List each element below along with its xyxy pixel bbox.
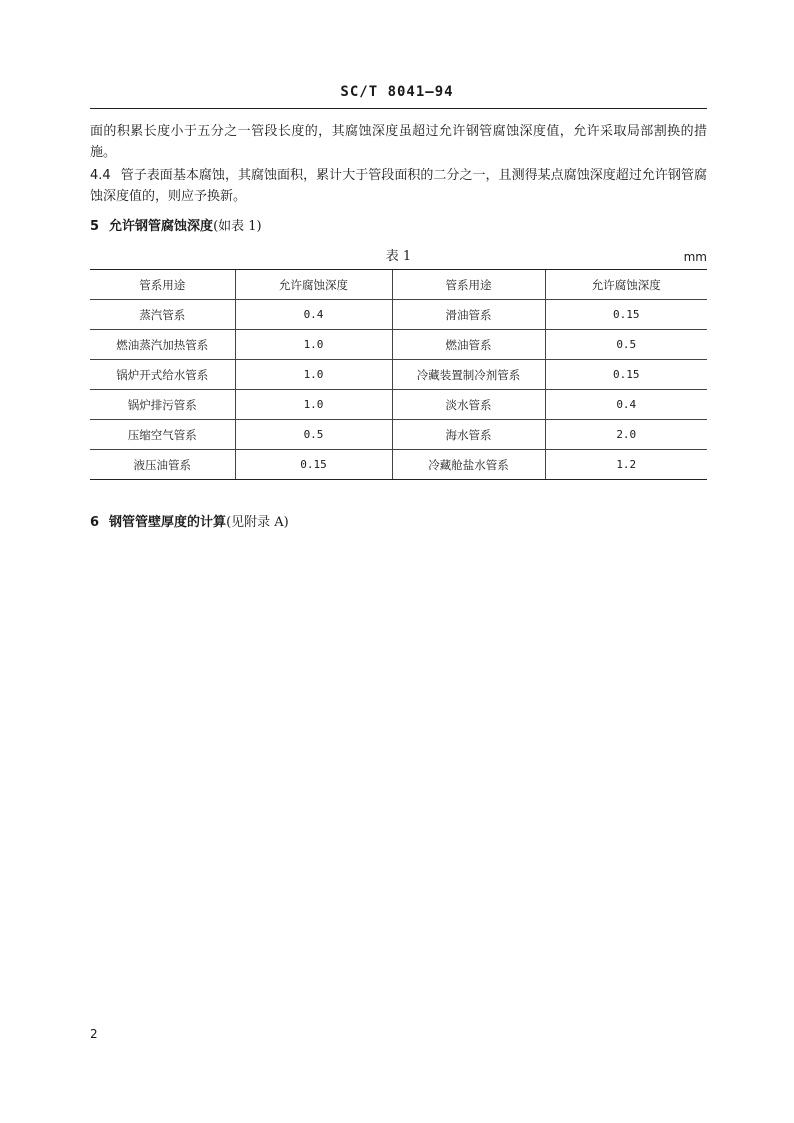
paragraph-4-4 [90,165,707,207]
section-5-heading [90,216,262,237]
table-cell: 0.5 [235,420,392,450]
table-row [90,360,707,390]
table-row [90,390,707,420]
table-cell: 锅炉排污管系 [90,390,235,420]
section-number: 6 [90,515,100,530]
table-cell: 1.2 [545,450,707,480]
table-cell: 0.5 [545,330,707,360]
section-title: 允许钢管腐蚀深度 [109,219,214,234]
table-cell: 0.4 [235,300,392,330]
paragraph-text: 面的积累长度小于五分之一管段长度的，其腐蚀深度虽超过允许钢管腐蚀深度值，允许采取局部割换的措施。 [90,124,707,160]
section-title: 钢管管壁厚度的计算 [109,515,227,530]
table-header-row [90,270,707,300]
table-cell: 压缩空气管系 [90,420,235,450]
document-code-header: SC/T 8041—94 [340,84,454,100]
table-cell: 滑油管系 [392,300,545,330]
table-cell: 0.15 [235,450,392,480]
table-cell: 0.4 [545,390,707,420]
section-note: (如表 1) [213,219,262,234]
table-cell: 0.15 [545,300,707,330]
page-number: 2 [90,1027,98,1041]
table-cell: 锅炉开式给水管系 [90,360,235,390]
table-cell: 1.0 [235,390,392,420]
header-rule [90,108,707,109]
table-row [90,420,707,450]
table-cell: 淡水管系 [392,390,545,420]
table-row [90,300,707,330]
table-cell: 燃油管系 [392,330,545,360]
table-cell: 冷藏装置制冷剂管系 [392,360,545,390]
column-header: 允许腐蚀深度 [235,270,392,300]
column-header: 管系用途 [392,270,545,300]
table-cell: 1.0 [235,330,392,360]
table-row [90,450,707,480]
clause-number: 4.4 [90,168,111,183]
table-unit: mm [683,250,707,264]
column-header: 管系用途 [90,270,235,300]
paragraph-text: 管子表面基本腐蚀，其腐蚀面积，累计大于管段面积的二分之一，且测得某点腐蚀深度超过允许钢管腐蚀深度值的，则应予换新。 [90,168,707,204]
table-cell: 海水管系 [392,420,545,450]
table-cell: 燃油蒸汽加热管系 [90,330,235,360]
table-cell: 冷藏舱盐水管系 [392,450,545,480]
column-header: 允许腐蚀深度 [545,270,707,300]
section-number: 5 [90,219,100,234]
table-caption: 表 1 [385,249,412,264]
corrosion-depth-table [90,269,707,480]
table-cell: 蒸汽管系 [90,300,235,330]
section-6-heading [90,512,289,533]
table-row [90,330,707,360]
table-cell: 0.15 [545,360,707,390]
paragraph-continuation [90,121,707,163]
section-note: (见附录 A) [226,515,289,530]
table-cell: 2.0 [545,420,707,450]
table-cell: 液压油管系 [90,450,235,480]
table-cell: 1.0 [235,360,392,390]
